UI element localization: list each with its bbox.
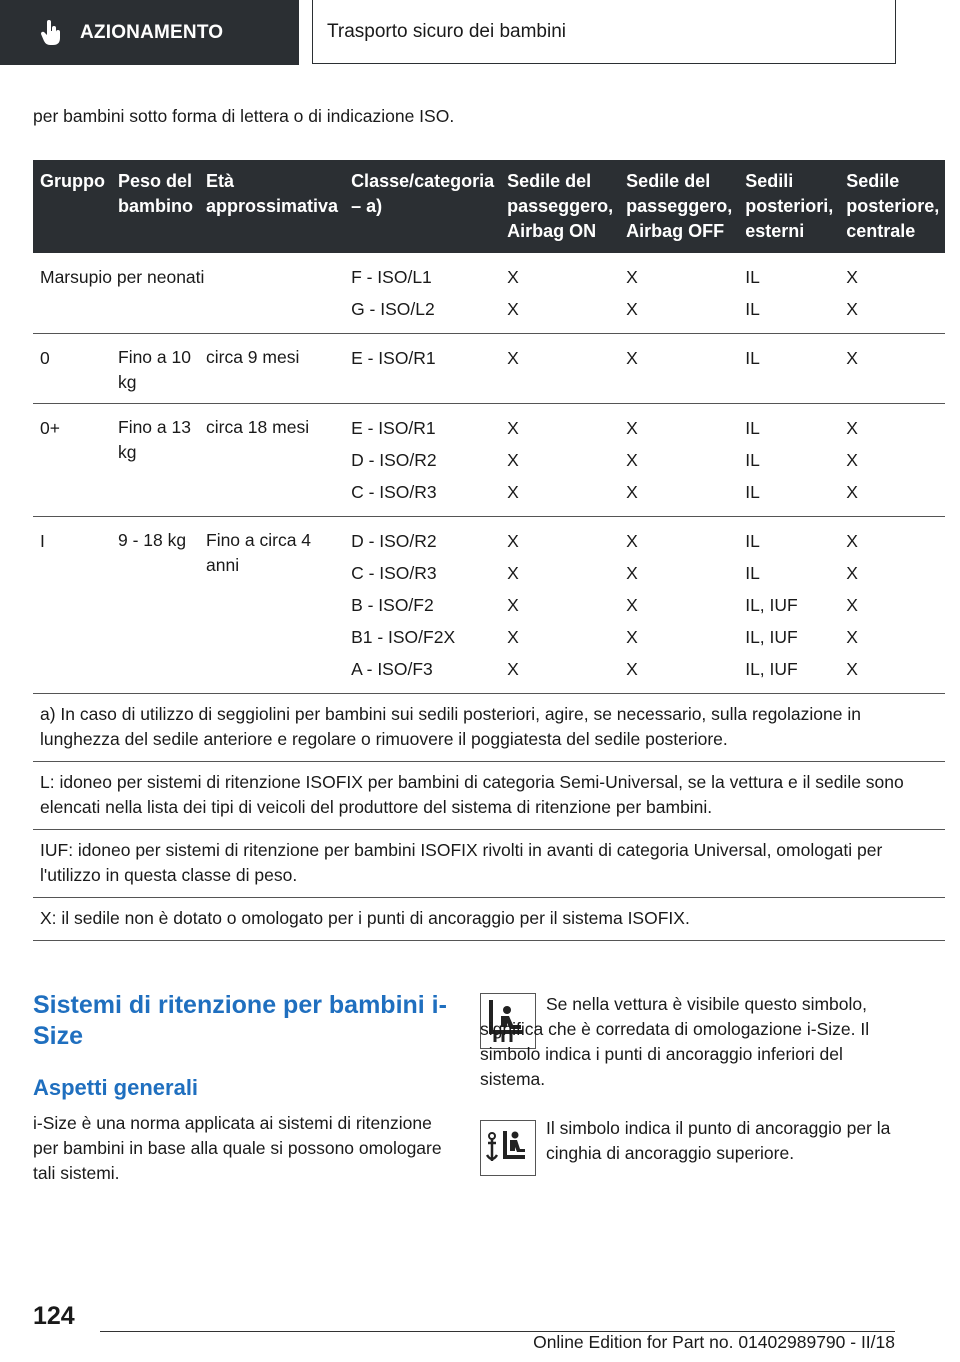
cell-line: X — [507, 299, 519, 319]
column-header: Età approssimativa — [199, 160, 344, 253]
cell-line: X — [626, 595, 638, 615]
table-cell — [500, 334, 619, 404]
table-cell — [344, 253, 500, 334]
cell-line: IL, IUF — [745, 627, 798, 647]
table-cell — [344, 517, 500, 694]
cell-line: X — [507, 482, 519, 502]
table-cell — [839, 517, 945, 694]
cell-line: X — [507, 627, 519, 647]
cell-line: X — [626, 531, 638, 551]
cell-line: X — [846, 659, 858, 679]
table-note: a) In caso di utilizzo di seggiolini per bambini sui sedili posteriori, agire, se necessario, sulla regolazione in lunghezza del sedile anteriore e regolare o rimuovere il poggiatesta del sedile posteriore. — [33, 694, 945, 762]
cell-line: X — [846, 299, 858, 319]
table-cell: 0 — [33, 334, 111, 404]
cell-line: X — [507, 563, 519, 583]
cell-line: X — [846, 348, 858, 368]
table-cell — [500, 517, 619, 694]
cell-line: X — [626, 418, 638, 438]
cell-line: IL — [745, 450, 760, 470]
table-cell — [738, 334, 839, 404]
table-header-row — [33, 160, 945, 253]
cell-line: X — [626, 267, 638, 287]
table-cell — [839, 334, 945, 404]
table-cell: circa 18 mesi — [199, 404, 344, 517]
cell-line: IL — [745, 482, 760, 502]
table-row — [33, 253, 945, 334]
note-row — [33, 762, 945, 830]
intro-text: per bambini sotto forma di lettera o di indicazione ISO. — [33, 106, 455, 126]
cell-line: E - ISO/R1 — [351, 418, 436, 438]
cell-line: X — [626, 659, 638, 679]
cell-line: IL — [745, 531, 760, 551]
cell-line: X — [846, 595, 858, 615]
table-cell: 9 - 18 kg — [111, 517, 199, 694]
table-body — [33, 253, 945, 941]
cell-line: X — [626, 299, 638, 319]
cell-line: D - ISO/R2 — [351, 531, 437, 551]
subsection-title: Aspetti generali — [33, 1075, 199, 1100]
table-note: IUF: idoneo per sistemi di ritenzione per bambini ISOFIX rivolti in avanti di categoria Universal, omologati per l'utilizzo in questa classe di peso. — [33, 830, 945, 898]
table-row — [33, 404, 945, 517]
column-header: Sedile del passeggero, Airbag ON — [500, 160, 619, 253]
cell-line: X — [846, 482, 858, 502]
cell-line: IL, IUF — [745, 595, 798, 615]
cell-line: X — [626, 627, 638, 647]
cell-line: B - ISO/F2 — [351, 595, 434, 615]
column-header: Sedile posteriore, centrale — [839, 160, 945, 253]
column-header: Classe/categoria – a) — [344, 160, 500, 253]
table-cell — [839, 404, 945, 517]
isofix-table — [33, 160, 945, 941]
cell-line: X — [626, 450, 638, 470]
table-cell: Fino a circa 4 anni — [199, 517, 344, 694]
table-note: X: il sedile non è dotato o omologato per i punti di ancoraggio per il sistema ISOFIX. — [33, 898, 945, 941]
cell-line: X — [626, 482, 638, 502]
table-cell — [738, 517, 839, 694]
cell-line: X — [846, 531, 858, 551]
cell-line: X — [507, 531, 519, 551]
table-cell: Fino a 10 kg — [111, 334, 199, 404]
table-cell: 0+ — [33, 404, 111, 517]
section-title: Sistemi di ritenzione per bambini i-Size — [33, 991, 447, 1050]
cell-line: X — [507, 348, 519, 368]
column-header: Sedile del passeggero, Airbag OFF — [619, 160, 738, 253]
section-body: i-Size è una norma applicata ai sistemi di ritenzione per bambini in base alla quale si possono omologare tali sistemi. — [33, 1113, 442, 1183]
table-cell: I — [33, 517, 111, 694]
note-row — [33, 898, 945, 941]
cell-line: IL — [745, 299, 760, 319]
chapter-header — [312, 0, 896, 64]
table-row — [33, 517, 945, 694]
page-number: 124 — [33, 1302, 75, 1330]
section-label: AZIONAMENTO — [80, 21, 224, 43]
table-cell — [738, 404, 839, 517]
symbol1-text: Se nella vettura è visibile questo simbolo, significa che è corredata di omologazione i-Size. Il simbolo indica i punti di ancoraggio inferiori del sistema. — [480, 994, 870, 1089]
cell-line: IL — [745, 563, 760, 583]
table-note: L: idoneo per sistemi di ritenzione ISOFIX per bambini di categoria Semi-Universal, se la vettura e il sedile sono elencati nella lista dei tipi di veicoli del produttore del sistema di ritenzione per bambini. — [33, 762, 945, 830]
cell-line: X — [846, 450, 858, 470]
chapter-title: Trasporto sicuro dei bambini — [327, 20, 567, 42]
cell-line: D - ISO/R2 — [351, 450, 437, 470]
symbol2-text: Il simbolo indica il punto di ancoraggio per la cinghia di ancoraggio superiore. — [546, 1118, 891, 1163]
cell-line: X — [507, 450, 519, 470]
table-cell — [344, 334, 500, 404]
table-cell — [839, 253, 945, 334]
cell-line: C - ISO/R3 — [351, 563, 437, 583]
cell-line: IL — [745, 418, 760, 438]
cell-line: B1 - ISO/F2X — [351, 627, 456, 647]
cell-line: C - ISO/R3 — [351, 482, 437, 502]
cell-line: X — [507, 595, 519, 615]
table-cell: Fino a 13 kg — [111, 404, 199, 517]
note-row — [33, 830, 945, 898]
table-cell — [344, 404, 500, 517]
cell-line: X — [846, 418, 858, 438]
cell-line: X — [626, 563, 638, 583]
column-header: Sedili posteriori, esterni — [738, 160, 839, 253]
cell-line: A - ISO/F3 — [351, 659, 433, 679]
table-cell — [619, 517, 738, 694]
table-cell — [619, 334, 738, 404]
cell-line: X — [846, 563, 858, 583]
note-row — [33, 694, 945, 762]
cell-line: X — [846, 267, 858, 287]
cell-line: G - ISO/L2 — [351, 299, 435, 319]
table-cell — [500, 404, 619, 517]
table-row — [33, 334, 945, 404]
table-cell — [500, 253, 619, 334]
cell-line: IL — [745, 348, 760, 368]
table-cell — [738, 253, 839, 334]
cell-line: X — [507, 418, 519, 438]
table-cell — [619, 253, 738, 334]
cell-line: X — [507, 267, 519, 287]
cell-line: X — [846, 627, 858, 647]
cell-line: IL — [745, 267, 760, 287]
column-header: Gruppo — [33, 160, 111, 253]
cell-line: F - ISO/L1 — [351, 267, 432, 287]
footer-edition: Online Edition for Part no. 01402989790 - II/18 — [533, 1332, 895, 1352]
table-cell — [619, 404, 738, 517]
top-tether-anchor-icon — [480, 1120, 536, 1176]
column-header: Peso del bambino — [111, 160, 199, 253]
cell-line: X — [507, 659, 519, 679]
cell-line: X — [626, 348, 638, 368]
section-tab — [0, 0, 299, 65]
cell-line: E - ISO/R1 — [351, 348, 436, 368]
hand-pointer-icon — [40, 20, 62, 46]
cell-line: IL, IUF — [745, 659, 798, 679]
table-cell: Marsupio per neonati — [33, 253, 344, 334]
table-cell: circa 9 mesi — [199, 334, 344, 404]
